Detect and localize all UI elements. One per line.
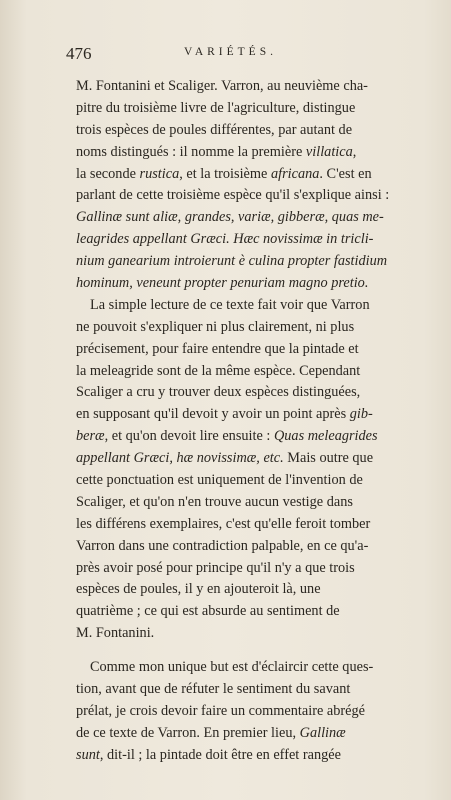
text-run: en supposant qu'il devoit y avoir un point après <box>76 406 350 423</box>
text-line <box>76 536 431 558</box>
text-run: , et la troisième <box>179 165 271 182</box>
text-run: parlant de cette troisième espèce qu'il s'explique ainsi : <box>76 187 390 204</box>
text-line <box>76 251 431 273</box>
text-line <box>76 229 431 251</box>
text-line <box>76 679 431 701</box>
text-run: Mais outre que <box>283 450 374 467</box>
text-line <box>76 98 431 120</box>
text-run: pitre du troisième livre de l'agriculture, distingue <box>76 99 356 116</box>
text-line <box>76 514 431 536</box>
text-line <box>76 120 431 142</box>
text-line <box>76 723 431 745</box>
text-line <box>76 317 431 339</box>
text-line <box>76 579 431 601</box>
text-line <box>76 361 431 383</box>
italic-text: Quas meleagrides <box>273 428 378 445</box>
paragraph <box>76 76 431 295</box>
text-run: , dit-il ; la pintade doit être en effet rangée <box>99 746 341 763</box>
page-header <box>66 44 431 66</box>
text-run: espèces de poules, il y en ajouteroit là, une <box>76 581 321 598</box>
italic-text: Gallinæ sunt aliæ, grandes, variæ, gibberæ, quas me- <box>76 209 384 226</box>
text-line <box>76 470 431 492</box>
text-run: les différens exemplaires, c'est qu'elle feroit tomber <box>76 515 371 532</box>
running-head: VARIÉTÉS. <box>184 46 277 58</box>
page-number: 476 <box>66 44 92 63</box>
text-line <box>76 142 431 164</box>
text-run: La simple lecture de ce texte fait voir que Varron <box>90 296 370 313</box>
text-run: la seconde <box>76 165 140 182</box>
text-run: . C'est en <box>319 165 372 182</box>
text-line <box>76 382 431 404</box>
italic-text: villatica <box>305 143 353 160</box>
text-run: trois espèces de poules différentes, par autant de <box>76 121 353 138</box>
italic-text: hominum, veneunt propter penuriam magno pretio. <box>76 275 369 292</box>
text-line <box>76 207 431 229</box>
text-line <box>76 657 431 679</box>
text-run: quatrième ; ce qui est absurde au sentiment de <box>76 603 340 620</box>
text-line <box>76 448 431 470</box>
text-run: précisement, pour faire entendre que la pintade et <box>76 340 359 357</box>
text-run: Varron dans une contradiction palpable, en ce qu'a- <box>76 537 369 554</box>
text-run: cette ponctuation est uniquement de l'invention de <box>76 472 363 489</box>
text-line <box>76 601 431 623</box>
text-line <box>76 492 431 514</box>
text-run: noms distingués : il nomme la première <box>76 143 306 160</box>
text-line <box>76 745 431 767</box>
text-run: Scaliger a cru y trouver deux espèces distinguées, <box>76 384 361 401</box>
italic-text: rustica <box>139 165 180 182</box>
text-run: tion, avant que de réfuter le sentiment du savant <box>76 681 351 698</box>
italic-text: gib- <box>349 406 373 423</box>
text-line <box>76 623 431 645</box>
text-line <box>76 185 431 207</box>
text-line <box>76 76 431 98</box>
text-line <box>76 558 431 580</box>
italic-text: sunt <box>76 746 100 763</box>
text-line <box>76 164 431 186</box>
text-run: Scaliger, et qu'on n'en trouve aucun vestige dans <box>76 493 353 510</box>
text-line <box>76 426 431 448</box>
text-line <box>76 701 431 723</box>
text-line <box>76 404 431 426</box>
text-run: près avoir posé pour principe qu'il n'y a que trois <box>76 559 355 576</box>
text-run: M. Fontanini et Scaliger. Varron, au neuvième cha- <box>76 78 368 94</box>
text-line <box>76 295 431 317</box>
text-run: la meleagride sont de la même espèce. Cependant <box>76 362 361 379</box>
italic-text: africana <box>270 165 320 182</box>
italic-text: Gallinæ <box>299 724 346 741</box>
text-run: ne pouvoit s'expliquer ni plus clairement, ni plus <box>76 318 355 335</box>
paragraph-gap <box>76 645 431 657</box>
text-line <box>76 273 431 295</box>
text-run: , et qu'on devoit lire ensuite : <box>104 428 274 445</box>
paragraph <box>76 657 431 766</box>
paragraph <box>76 295 431 645</box>
text-run: Comme mon unique but est d'éclaircir cette ques- <box>90 659 374 676</box>
text-line <box>76 339 431 361</box>
body-text <box>76 76 431 767</box>
text-run: de ce texte de Varron. En premier lieu, <box>76 724 300 741</box>
text-run: , <box>352 143 357 160</box>
text-run: M. Fontanini. <box>76 625 155 642</box>
italic-text: nium ganearium introierunt è culina propter fastidium <box>76 253 388 270</box>
italic-text: appellant Græci, hæ novissimæ, etc. <box>76 450 284 467</box>
italic-text: beræ <box>76 428 105 445</box>
text-run: prélat, je crois devoir faire un commentaire abrégé <box>76 702 365 719</box>
italic-text: leagrides appellant Græci. Hæc novissimæ in tricli- <box>76 231 374 248</box>
